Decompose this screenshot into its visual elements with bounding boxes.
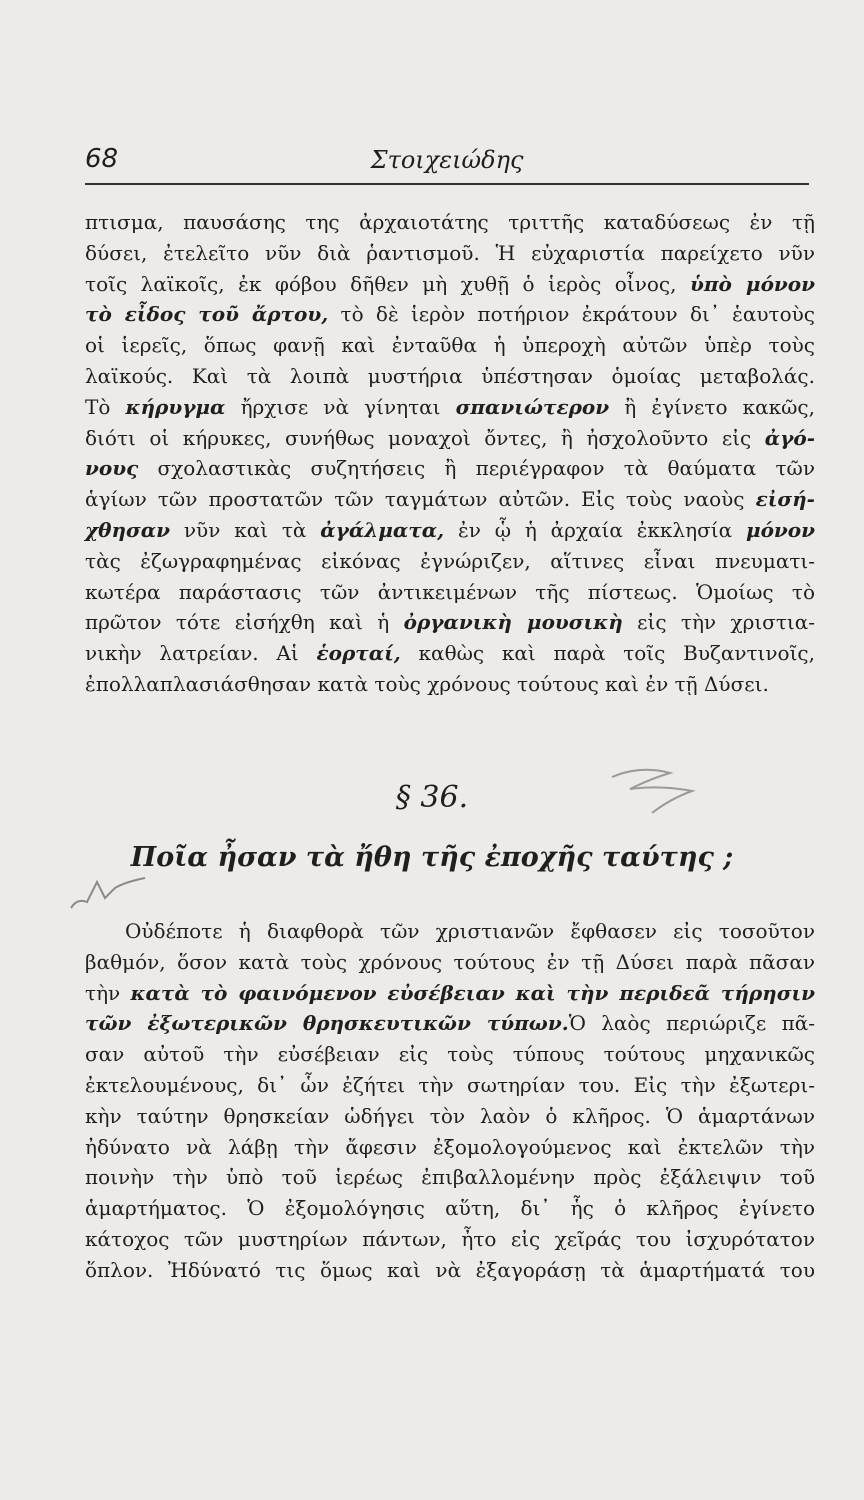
text-line: νους σχολαστικὰς συζητήσεις ἢ περιέγραφον τὰ θαύματα τῶν (85, 456, 815, 481)
text-line: λαϊκούς. Καὶ τὰ λοιπὰ μυστήρια ὑπέστησαν ὁμοίας μεταβολάς. (85, 363, 815, 388)
text-line: χθησαν νῦν καὶ τὰ ἀγάλματα, ἐν ᾧ ἡ ἀρχαία ἐκκλησία μόνον (85, 517, 816, 542)
emphasis: ὑπὸ μόνον (689, 271, 816, 296)
emphasis: μόνον (745, 517, 816, 542)
text-line: ἁγίων τῶν προστατῶν τῶν ταγμάτων αὐτῶν. Εἰς τοὺς ναοὺς εἰσή- (85, 487, 815, 512)
emphasis: σπανιώτερον (455, 394, 610, 419)
section-number: § 36. (395, 780, 469, 815)
text-line: διότι οἱ κήρυκες, συνήθως μοναχοὶ ὄντες, ἢ ἠσχολοῦντο εἰς ἀγό- (85, 425, 815, 450)
text-line: τὸ εἶδος τοῦ ἄρτου, τὸ δὲ ἱερὸν ποτήριον ἐκράτουν δι᾽ ἑαυτοὺς (85, 302, 815, 327)
running-title: Στοιχειώδης (370, 146, 524, 174)
emphasis: νους (85, 456, 139, 481)
emphasis: ἑορταί, (316, 641, 401, 666)
text-line: κάτοχος τῶν μυστηρίων πάντων, ἦτο εἰς χεῖράς του ἰσχυρότατον (85, 1226, 815, 1251)
emphasis: τῶν ἐξωτερικῶν θρησκευτικῶν τύπων. (85, 1011, 569, 1036)
emphasis: ἀγό- (764, 425, 815, 450)
pencil-scribble-icon (65, 868, 155, 918)
text-line: ποινὴν τὴν ὑπὸ τοῦ ἱερέως ἐπιβαλλομένην πρὸς ἐξάλειψιν τοῦ (85, 1165, 815, 1190)
section-heading: Ποῖα ἦσαν τὰ ἤθη τῆς ἐποχῆς ταύτης ; (130, 842, 734, 873)
emphasis: κήρυγμα (125, 394, 226, 419)
emphasis: τὸ εἶδος τοῦ ἄρτου, (85, 302, 329, 327)
text-line: δύσει, ἐτελεῖτο νῦν διὰ ῥαντισμοῦ. Ἡ εὐχαριστία παρείχετο νῦν (85, 240, 815, 265)
text-line: κὴν ταύτην θρησκείαν ὡδήγει τὸν λαὸν ὁ κλῆρος. Ὁ ἁμαρτάνων (85, 1103, 815, 1128)
text-line: ἁμαρτήματος. Ὁ ἐξομολόγησις αὕτη, δι᾽ ἧς ὁ κλῆρος ἐγίνετο (85, 1196, 815, 1221)
text-line: Τὸ κήρυγμα ἤρχισε νὰ γίνηται σπανιώτερον ἢ ἐγίνετο κακῶς, (85, 394, 815, 419)
text-line: τὰς ἐζωγραφημένας εἰκόνας ἐγνώριζεν, αἵτινες εἶναι πνευματι- (85, 548, 815, 573)
text-line: κωτέρα παράστασις τῶν ἀντικειμένων τῆς πίστεως. Ὁμοίως τὸ (85, 579, 815, 604)
text-line: τῶν ἐξωτερικῶν θρησκευτικῶν τύπων.Ὁ λαὸς περιώριζε πᾶ- (85, 1011, 816, 1036)
page-header (85, 138, 809, 180)
text-line: ἐκτελουμένους, δι᾽ ὧν ἐζήτει τὴν σωτηρίαν του. Εἰς τὴν ἐξωτερι- (85, 1072, 815, 1097)
page-number: 68 (85, 144, 119, 174)
text-line: τὴν κατὰ τὸ φαινόμενον εὐσέβειαν καὶ τὴν περιδεᾶ τήρησιν (85, 980, 815, 1005)
paragraph-continuation (85, 207, 815, 700)
text-line: ἐπολλαπλασιάσθησαν κατὰ τοὺς χρόνους τούτους καὶ ἐν τῇ Δύσει. (85, 671, 769, 696)
text-line: πρῶτον τότε εἰσήχθη καὶ ἡ ὀργανικὴ μουσικὴ εἰς τὴν χριστια- (85, 610, 815, 635)
text-line: πτισμα, παυσάσης της ἀρχαιοτάτης τριττῆς καταδύσεως ἐν τῇ (85, 210, 815, 234)
emphasis: ἀγάλματα, (320, 517, 445, 542)
text-line: βαθμόν, ὅσον κατὰ τοὺς χρόνους τούτους ἐν τῇ Δύσει παρὰ πᾶσαν (85, 949, 815, 974)
text-line: νικὴν λατρείαν. Αἱ ἑορταί, καθὼς καὶ παρὰ τοῖς Βυζαντινοῖς, (85, 641, 815, 666)
emphasis: εἰσή- (755, 487, 815, 512)
emphasis: ὀργανικὴ μουσικὴ (403, 610, 623, 635)
paragraph (85, 916, 815, 1286)
emphasis: χθησαν (85, 517, 171, 542)
text-line: οἱ ἱερεῖς, ὅπως φανῇ καὶ ἐνταῦθα ἡ ὑπεροχὴ αὐτῶν ὑπὲρ τοὺς (85, 333, 815, 358)
emphasis: κατὰ τὸ φαινόμενον εὐσέβειαν καὶ τὴν περιδεᾶ τήρησιν (130, 980, 815, 1005)
text-line: ὅπλον. Ἠδύνατό τις ὅμως καὶ νὰ ἐξαγοράσῃ τὰ ἁμαρτήματά του (85, 1257, 815, 1282)
text-line: σαν αὐτοῦ τὴν εὐσέβειαν εἰς τοὺς τύπους τούτους μηχανικῶς (85, 1042, 815, 1067)
header-rule (85, 183, 809, 185)
text-line: ἠδύνατο νὰ λάβῃ τὴν ἄφεσιν ἐξομολογούμενος καὶ ἐκτελῶν τὴν (85, 1134, 815, 1159)
text-line: Οὐδέποτε ἡ διαφθορὰ τῶν χριστιανῶν ἔφθασεν εἰς τοσοῦτον (125, 919, 815, 943)
text-line: τοῖς λαϊκοῖς, ἐκ φόβου δῆθεν μὴ χυθῇ ὁ ἱερὸς οἶνος, ὑπὸ μόνον (85, 271, 816, 296)
